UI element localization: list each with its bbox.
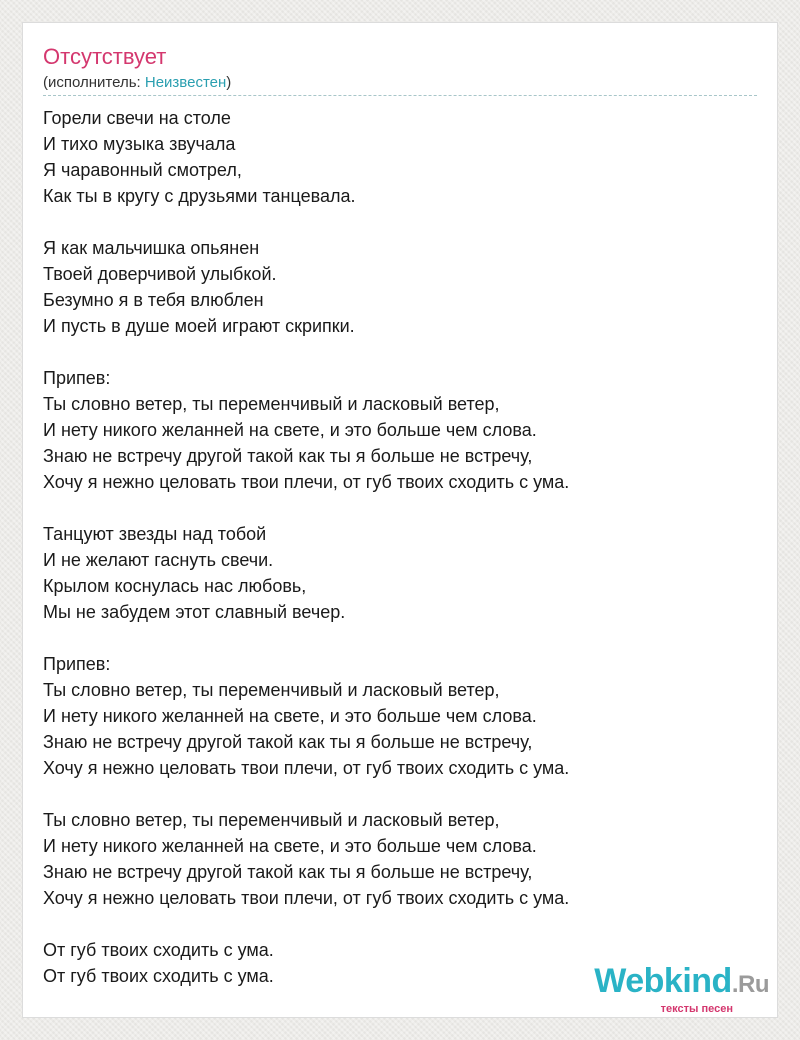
lyric-line: Ты словно ветер, ты переменчивый и ласковый ветер, xyxy=(43,394,500,414)
lyric-line: Я чаравонный смотрел, xyxy=(43,160,242,180)
lyric-line: Мы не забудем этот славный вечер. xyxy=(43,602,346,622)
lyric-line: Знаю не встречу другой такой как ты я больше не встречу, xyxy=(43,732,533,752)
lyric-line: И пусть в душе моей играют скрипки. xyxy=(43,316,355,336)
lyric-line: И тихо музыка звучала xyxy=(43,134,236,154)
lyric-line: Танцуют звезды над тобой xyxy=(43,524,267,544)
artist-meta xyxy=(43,73,231,93)
artist-link[interactable]: Неизвестен xyxy=(144,74,227,91)
artist-meta-prefix: (исполнитель: xyxy=(43,74,145,91)
lyric-line: Хочу я нежно целовать твои плечи, от губ твоих сходить с ума. xyxy=(43,472,570,492)
song-title: Отсутствует xyxy=(43,44,167,69)
lyric-line: Твоей доверчивой улыбкой. xyxy=(43,264,277,284)
title-divider xyxy=(43,95,757,96)
lyric-line: И нету никого желанней на свете, и это больше чем слова. xyxy=(43,836,537,856)
lyrics-page xyxy=(22,22,778,1018)
lyrics-text xyxy=(43,105,569,989)
logo-tld: .Ru xyxy=(731,971,769,998)
lyric-line: Я как мальчишка опьянен xyxy=(43,238,260,258)
lyric-line: И нету никого желанней на свете, и это больше чем слова. xyxy=(43,706,537,726)
lyric-line: Знаю не встречу другой такой как ты я больше не встречу, xyxy=(43,446,533,466)
lyric-line: Знаю не встречу другой такой как ты я больше не встречу, xyxy=(43,862,533,882)
stanza-gap xyxy=(43,209,569,235)
artist-meta-suffix: ) xyxy=(226,74,232,91)
logo-wordmark xyxy=(594,963,769,1003)
lyric-line: Припев: xyxy=(43,368,111,388)
logo-name: Webkind xyxy=(594,962,732,1000)
lyric-line: И нету никого желанней на свете, и это больше чем слова. xyxy=(43,420,537,440)
lyric-line: От губ твоих сходить с ума. xyxy=(43,966,274,986)
lyric-line: Припев: xyxy=(43,654,111,674)
lyric-line: От губ твоих сходить с ума. xyxy=(43,940,274,960)
lyric-line: Горели свечи на столе xyxy=(43,108,231,128)
lyric-line: Хочу я нежно целовать твои плечи, от губ твоих сходить с ума. xyxy=(43,888,570,908)
lyric-line: Ты словно ветер, ты переменчивый и ласковый ветер, xyxy=(43,680,500,700)
logo-tagline: тексты песен xyxy=(660,1003,733,1015)
stanza-gap xyxy=(43,911,569,937)
lyric-line: Безумно я в тебя влюблен xyxy=(43,290,264,310)
lyric-line: Хочу я нежно целовать твои плечи, от губ твоих сходить с ума. xyxy=(43,758,570,778)
site-logo[interactable] xyxy=(594,963,769,1015)
stanza-gap xyxy=(43,495,569,521)
lyric-line: Ты словно ветер, ты переменчивый и ласковый ветер, xyxy=(43,810,500,830)
lyric-line: И не желают гаснуть свечи. xyxy=(43,550,274,570)
lyric-line: Крылом коснулась нас любовь, xyxy=(43,576,307,596)
stanza-gap xyxy=(43,625,569,651)
stanza-gap xyxy=(43,339,569,365)
lyric-line: Как ты в кругу с друзьями танцевала. xyxy=(43,186,356,206)
stanza-gap xyxy=(43,781,569,807)
